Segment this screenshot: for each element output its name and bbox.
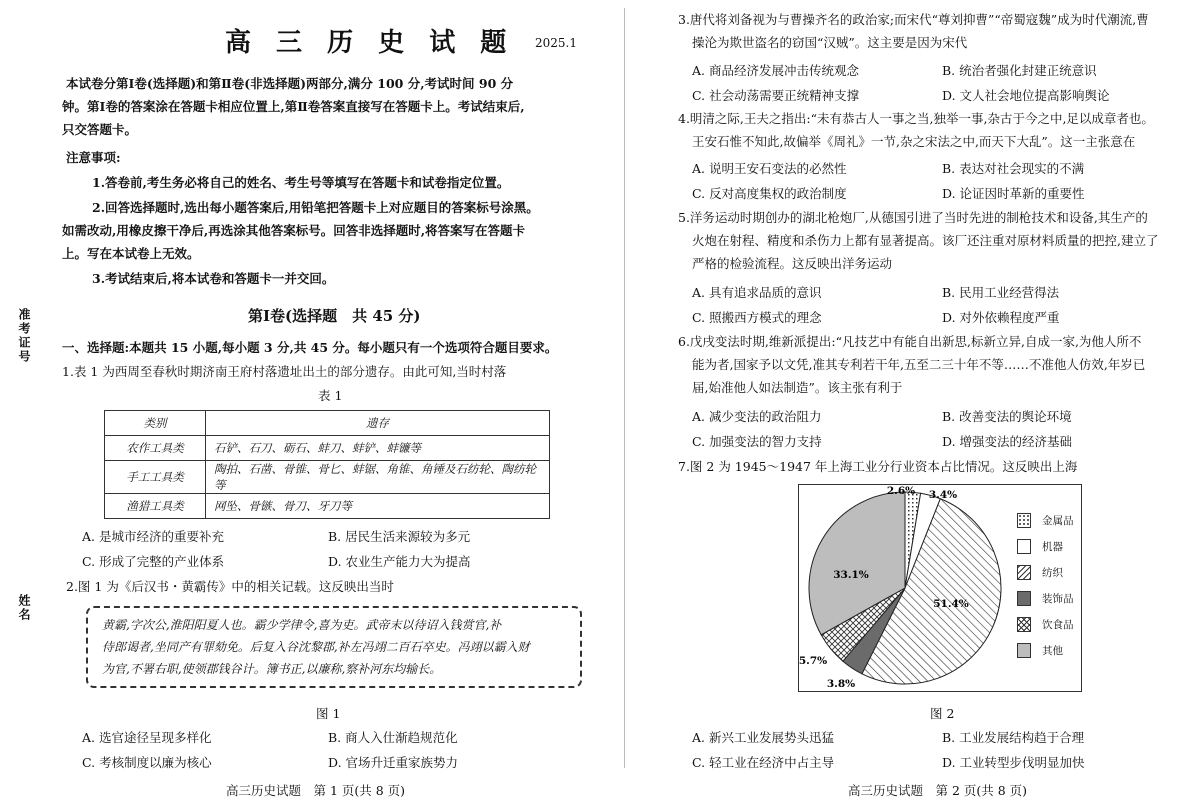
notice-line: 上。写在本试卷上无效。 bbox=[62, 246, 200, 261]
page-2 bbox=[630, 0, 1200, 805]
exam-date: 2025.1 bbox=[535, 36, 577, 50]
stem-line: 操沦为欺世盗名的窃国“汉贼”。这主要是因为宋代 bbox=[692, 35, 968, 50]
pie-value-label: 51.4% bbox=[933, 598, 969, 610]
notice-line: 1.答卷前,考生务必将自己的姓名、考生号等填写在答题卡和试卷指定位置。 bbox=[92, 175, 510, 190]
table-header: 类别 bbox=[105, 411, 206, 436]
question-1-stem: 1.表 1 为西周至春秋时期济南王府村落遗址出土的部分遗存。由此可知,当时村落 bbox=[62, 364, 507, 379]
legend-swatch bbox=[1017, 591, 1031, 606]
intro-line: 只交答题卡。 bbox=[62, 122, 138, 137]
q6-option-d[interactable]: D. 增强变法的经济基础 bbox=[942, 434, 1073, 449]
question-4-stem bbox=[678, 107, 1198, 153]
intro-line: 本试卷分第Ⅰ卷(选择题)和第Ⅱ卷(非选择题)两部分,满分 100 分,考试时间 90 分 bbox=[66, 76, 514, 91]
figure-1-caption: 图 1 bbox=[316, 706, 341, 721]
stem-line: 火炮在射程、精度和杀伤力上都有显著提高。该厂还注重对原材料质量的把控,建立了 bbox=[692, 233, 1159, 248]
table-cell: 石铲、石刀、砺石、蚌刀、蚌铲、蚌镰等 bbox=[206, 436, 550, 461]
q2-option-b[interactable]: B. 商人入仕渐趋规范化 bbox=[328, 730, 458, 745]
stem-line: 届,始准他人如法制造”。该主张有利于 bbox=[692, 380, 903, 395]
legend-label: 金属品 bbox=[1042, 515, 1074, 527]
pie-value-label: 3.4% bbox=[928, 489, 958, 501]
page-footer: 高三历史试题 第 2 页(共 8 页) bbox=[848, 783, 1028, 798]
question-7-stem: 7.图 2 为 1945～1947 年上海工业分行业资本占比情况。这反映出上海 bbox=[678, 459, 1078, 474]
stem-line: 4.明清之际,王夫之指出:“未有恭古人一事之当,独举一事,杂古于今之中,足以成章者也。 bbox=[678, 111, 1154, 126]
q3-option-c[interactable]: C. 社会动荡需要正统精神支撑 bbox=[692, 88, 860, 103]
table-cell: 农作工具类 bbox=[105, 436, 206, 461]
side-label-name: 姓名 bbox=[17, 594, 31, 622]
table-header-row bbox=[105, 411, 550, 436]
q5-option-a[interactable]: A. 具有追求品质的意识 bbox=[692, 285, 822, 300]
quote-line: 黄霸,字次公,淮阳阳夏人也。霸少学律令,喜为吏。武帝末以待诏入钱赏官,补 bbox=[102, 618, 502, 632]
legend-label: 装饰品 bbox=[1042, 593, 1074, 605]
table-cell: 渔猎工具类 bbox=[105, 494, 206, 519]
legend-swatch bbox=[1017, 513, 1031, 528]
table-row bbox=[105, 494, 550, 519]
pie-value-label: 2.6% bbox=[886, 485, 916, 497]
q2-option-d[interactable]: D. 官场升迁重家族势力 bbox=[328, 755, 459, 770]
stem-line: 能为者,国家予以文凭,准其专利若干年,五至二三十年不等……不准他人仿效,年岁已 bbox=[692, 357, 1146, 372]
exam-title: 高 三 历 史 试 题 bbox=[225, 28, 515, 58]
q6-option-c[interactable]: C. 加强变法的智力支持 bbox=[692, 434, 822, 449]
stem-line: 5.洋务运动时期创办的湖北枪炮厂,从德国引进了当时先进的制枪技术和设备,其生产的 bbox=[678, 210, 1148, 225]
notice-line: 如需改动,用橡皮擦干净后,再选涂其他答案标号。回答非选择题时,将答案写在答题卡 bbox=[62, 223, 526, 238]
q7-option-b[interactable]: B. 工业发展结构趋于合理 bbox=[942, 730, 1085, 745]
table-cell: 手工工具类 bbox=[105, 461, 206, 494]
pie-value-label: 33.1% bbox=[833, 569, 869, 581]
q1-option-c[interactable]: C. 形成了完整的产业体系 bbox=[82, 554, 225, 569]
table-cell: 网坠、骨镞、骨刀、牙刀等 bbox=[206, 494, 550, 519]
q6-option-a[interactable]: A. 减少变法的政治阻力 bbox=[692, 409, 822, 424]
quote-line: 侍郎谒者,坐同产有罪劾免。后复入谷沈黎郡,补左冯翊二百石卒史。冯翊以霸入财 bbox=[102, 640, 530, 654]
section-instructions: 一、选择题:本题共 15 小题,每小题 3 分,共 45 分。每小题只有一个选项符合题目要求。 bbox=[62, 340, 558, 355]
question-6-stem bbox=[678, 330, 1198, 399]
legend-swatch bbox=[1017, 617, 1031, 632]
notice-line: 3.考试结束后,将本试卷和答题卡一并交回。 bbox=[92, 271, 335, 286]
q2-option-c[interactable]: C. 考核制度以廉为核心 bbox=[82, 755, 212, 770]
legend-swatch bbox=[1017, 539, 1031, 554]
pie-value-label: 5.7% bbox=[799, 655, 828, 667]
question-3-stem bbox=[678, 8, 1198, 54]
figure-2-caption: 图 2 bbox=[930, 706, 955, 721]
section-title: 第Ⅰ卷(选择题 共 45 分) bbox=[248, 307, 421, 325]
q4-option-b[interactable]: B. 表达对社会现实的不满 bbox=[942, 161, 1085, 176]
q6-option-b[interactable]: B. 改善变法的舆论环境 bbox=[942, 409, 1072, 424]
q4-option-c[interactable]: C. 反对高度集权的政治制度 bbox=[692, 186, 847, 201]
notice-block bbox=[62, 171, 592, 290]
q4-option-a[interactable]: A. 说明王安石变法的必然性 bbox=[692, 161, 847, 176]
stem-line: 王安石惟不知此,故偏举《周礼》一节,杂之宋法之中,而天下大乱”。这一主张意在 bbox=[692, 134, 1136, 149]
question-2-stem: 2.图 1 为《后汉书・黄霸传》中的相关记载。这反映出当时 bbox=[66, 579, 394, 594]
q5-option-b[interactable]: B. 民用工业经营得法 bbox=[942, 285, 1060, 300]
figure-1-quote bbox=[86, 606, 582, 688]
figure-2-chart bbox=[798, 484, 1082, 692]
stem-line: 严格的检验流程。这反映出洋务运动 bbox=[692, 256, 893, 271]
q1-option-a[interactable]: A. 是城市经济的重要补充 bbox=[82, 529, 224, 544]
legend-label: 纺织 bbox=[1042, 567, 1063, 579]
question-5-stem bbox=[678, 206, 1198, 275]
notice-title: 注意事项: bbox=[66, 150, 121, 165]
table-header: 遗存 bbox=[206, 411, 550, 436]
pie-value-label: 3.8% bbox=[826, 678, 856, 690]
notice-line: 2.回答选择题时,选出每小题答案后,用铅笔把答题卡上对应题目的答案标号涂黑。 bbox=[92, 200, 539, 215]
intro-block bbox=[62, 72, 592, 141]
q2-option-a[interactable]: A. 选官途径呈现多样化 bbox=[82, 730, 212, 745]
stem-line: 6.戊戌变法时期,维新派提出:“凡技艺中有能自出新思,标新立异,自成一家,为他人所不 bbox=[678, 334, 1142, 349]
legend-swatch bbox=[1017, 643, 1031, 658]
stem-line: 3.唐代将刘备视为与曹操齐名的政治家;而宋代“尊刘抑曹”“帝蜀寇魏”成为时代潮流,曹 bbox=[678, 12, 1149, 27]
quote-line: 为官,不署右职,使领郡钱谷计。簿书正,以廉称,察补河东均输长。 bbox=[102, 662, 442, 676]
q3-option-a[interactable]: A. 商品经济发展冲击传统观念 bbox=[692, 63, 859, 78]
pie-chart bbox=[799, 485, 1081, 691]
q3-option-b[interactable]: B. 统治者强化封建正统意识 bbox=[942, 63, 1097, 78]
q7-option-c[interactable]: C. 轻工业在经济中占主导 bbox=[692, 755, 835, 770]
table-1 bbox=[104, 410, 550, 519]
intro-line: 钟。第Ⅰ卷的答案涂在答题卡相应位置上,第Ⅱ卷答案直接写在答题卡上。考试结束后, bbox=[62, 99, 525, 114]
table-cell: 陶拍、石凿、骨锥、骨匕、蚌锯、角锥、角锤及石纺轮、陶纺轮等 bbox=[206, 461, 550, 494]
legend-swatch bbox=[1017, 565, 1031, 580]
q1-option-d[interactable]: D. 农业生产能力大为提高 bbox=[328, 554, 471, 569]
table-row bbox=[105, 461, 550, 494]
q5-option-d[interactable]: D. 对外依赖程度严重 bbox=[942, 310, 1060, 325]
legend-label: 机器 bbox=[1042, 541, 1063, 553]
q1-option-b[interactable]: B. 居民生活来源较为多元 bbox=[328, 529, 471, 544]
legend-label: 其他 bbox=[1042, 645, 1063, 657]
q7-option-d[interactable]: D. 工业转型步伐明显加快 bbox=[942, 755, 1085, 770]
page-divider bbox=[624, 8, 625, 768]
legend-label: 饮食品 bbox=[1042, 619, 1074, 631]
q3-option-d[interactable]: D. 文人社会地位提高影响舆论 bbox=[942, 88, 1110, 103]
q7-option-a[interactable]: A. 新兴工业发展势头迅猛 bbox=[692, 730, 834, 745]
q4-option-d[interactable]: D. 论证因时革新的重要性 bbox=[942, 186, 1085, 201]
table-row bbox=[105, 436, 550, 461]
q5-option-c[interactable]: C. 照搬西方模式的理念 bbox=[692, 310, 822, 325]
page-footer: 高三历史试题 第 1 页(共 8 页) bbox=[226, 783, 406, 798]
side-label-exam-no: 准考证号 bbox=[17, 308, 31, 364]
table-1-caption: 表 1 bbox=[318, 388, 343, 403]
